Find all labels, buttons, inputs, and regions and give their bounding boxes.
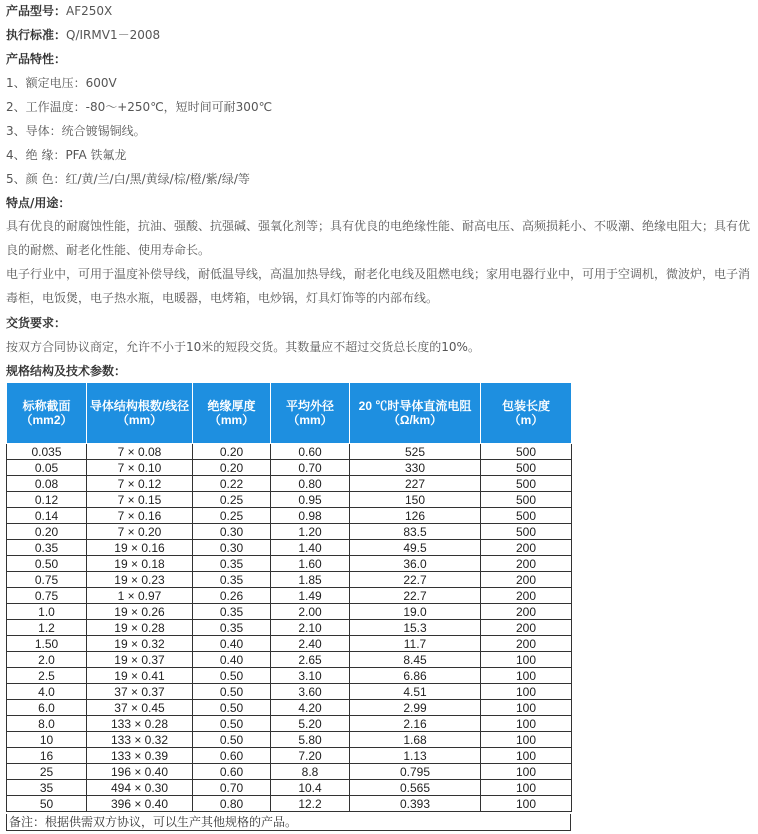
table-cell: 1.50	[7, 636, 87, 652]
table-cell: 0.30	[193, 524, 271, 540]
table-cell: 2.99	[350, 700, 481, 716]
table-cell: 8.0	[7, 716, 87, 732]
table-cell: 525	[350, 444, 481, 460]
table-cell: 22.7	[350, 572, 481, 588]
table-cell: 19 × 0.23	[87, 572, 193, 588]
table-cell: 133 × 0.39	[87, 748, 193, 764]
table-note: 备注：根据供需双方协议，可以生产其他规格的产品。	[6, 814, 571, 831]
table-cell: 0.20	[193, 460, 271, 476]
table-row	[7, 668, 572, 684]
table-cell: 200	[481, 620, 572, 636]
table-cell: 1.85	[271, 572, 350, 588]
table-cell: 200	[481, 572, 572, 588]
table-cell: 0.14	[7, 508, 87, 524]
table-cell: 1.20	[271, 524, 350, 540]
spec-table-body	[7, 444, 572, 812]
table-cell: 500	[481, 460, 572, 476]
table-cell: 0.50	[193, 668, 271, 684]
table-cell: 0.40	[193, 636, 271, 652]
table-cell: 0.25	[193, 508, 271, 524]
table-cell: 100	[481, 652, 572, 668]
table-row	[7, 572, 572, 588]
table-row	[7, 588, 572, 604]
table-cell: 0.50	[193, 684, 271, 700]
table-cell: 7 × 0.10	[87, 460, 193, 476]
table-cell: 1.13	[350, 748, 481, 764]
table-cell: 0.12	[7, 492, 87, 508]
table-cell: 1.2	[7, 620, 87, 636]
table-cell: 200	[481, 540, 572, 556]
table-cell: 19 × 0.26	[87, 604, 193, 620]
table-cell: 494 × 0.30	[87, 780, 193, 796]
table-row	[7, 604, 572, 620]
table-cell: 0.35	[193, 620, 271, 636]
table-cell: 4.0	[7, 684, 87, 700]
table-cell: 0.60	[271, 444, 350, 460]
standard-line	[6, 28, 160, 42]
table-cell: 0.26	[193, 588, 271, 604]
table-cell: 0.50	[193, 716, 271, 732]
table-cell: 49.5	[350, 540, 481, 556]
table-cell: 2.16	[350, 716, 481, 732]
table-cell: 0.60	[193, 764, 271, 780]
table-row	[7, 524, 572, 540]
table-cell: 100	[481, 780, 572, 796]
table-cell: 150	[350, 492, 481, 508]
usage-paragraph-2: 电子行业中，可用于温度补偿导线，耐低温导线，高温加热导线，耐老化电线及阻燃电线；家用电器行业中，可用于空调机，微波炉，电子消毒柜，电饭煲，电子热水瓶，电暖器，电烤箱，电炒锅，灯具灯饰等的内部布线。	[6, 267, 751, 305]
table-cell: 133 × 0.28	[87, 716, 193, 732]
table-row	[7, 636, 572, 652]
spec-table	[6, 382, 572, 812]
table-row	[7, 620, 572, 636]
table-cell: 500	[481, 524, 572, 540]
model-value: AF250X	[66, 4, 113, 18]
table-cell: 1.40	[271, 540, 350, 556]
table-row	[7, 460, 572, 476]
table-cell: 2.00	[271, 604, 350, 620]
features-title: 产品特性：	[6, 52, 67, 66]
feature-colors: 5、颜 色：红/黄/兰/白/黑/黄绿/棕/橙/紫/绿/等	[6, 172, 250, 186]
table-cell: 2.0	[7, 652, 87, 668]
table-cell: 4.51	[350, 684, 481, 700]
table-cell: 35	[7, 780, 87, 796]
table-cell: 0.35	[7, 540, 87, 556]
delivery-title: 交货要求：	[6, 316, 67, 330]
table-cell: 0.98	[271, 508, 350, 524]
table-cell: 8.8	[271, 764, 350, 780]
table-row	[7, 652, 572, 668]
table-cell: 196 × 0.40	[87, 764, 193, 780]
table-cell: 330	[350, 460, 481, 476]
table-cell: 0.05	[7, 460, 87, 476]
table-cell: 0.50	[7, 556, 87, 572]
table-cell: 19.0	[350, 604, 481, 620]
table-cell: 1.0	[7, 604, 87, 620]
table-cell: 1.49	[271, 588, 350, 604]
table-row	[7, 540, 572, 556]
table-cell: 0.035	[7, 444, 87, 460]
feature-voltage: 1、额定电压：600V	[6, 76, 117, 90]
table-cell: 133 × 0.32	[87, 732, 193, 748]
delivery-text: 按双方合同协议商定，允许不小于10米的短段交货。其数量应不超过交货总长度的10%。	[6, 340, 480, 354]
table-cell: 2.5	[7, 668, 87, 684]
table-row	[7, 764, 572, 780]
table-cell: 0.70	[193, 780, 271, 796]
table-cell: 12.2	[271, 796, 350, 812]
table-cell: 0.40	[193, 652, 271, 668]
table-cell: 10.4	[271, 780, 350, 796]
table-cell: 19 × 0.37	[87, 652, 193, 668]
table-cell: 19 × 0.18	[87, 556, 193, 572]
table-cell: 200	[481, 556, 572, 572]
table-cell: 0.80	[271, 476, 350, 492]
table-cell: 19 × 0.41	[87, 668, 193, 684]
table-row	[7, 716, 572, 732]
table-cell: 100	[481, 700, 572, 716]
table-cell: 0.75	[7, 572, 87, 588]
table-cell: 50	[7, 796, 87, 812]
table-cell: 6.86	[350, 668, 481, 684]
table-cell: 0.80	[193, 796, 271, 812]
table-cell: 7 × 0.12	[87, 476, 193, 492]
feature-insulation: 4、绝 缘：PFA 铁氟龙	[6, 148, 127, 162]
col-header-outer-diameter: 平均外径 （mm）	[271, 383, 350, 444]
table-cell: 100	[481, 748, 572, 764]
table-cell: 11.7	[350, 636, 481, 652]
table-cell: 5.80	[271, 732, 350, 748]
col-header-package-length: 包装长度 （m）	[481, 383, 572, 444]
table-cell: 500	[481, 444, 572, 460]
table-cell: 0.35	[193, 556, 271, 572]
table-row	[7, 508, 572, 524]
spec-title: 规格结构及技术参数：	[6, 364, 127, 378]
table-cell: 8.45	[350, 652, 481, 668]
table-cell: 4.20	[271, 700, 350, 716]
model-line	[6, 4, 112, 18]
col-header-dc-resistance: 20 ℃时导体直流电阻 （Ω/km）	[350, 383, 481, 444]
table-cell: 396 × 0.40	[87, 796, 193, 812]
table-row	[7, 780, 572, 796]
table-cell: 0.20	[7, 524, 87, 540]
table-cell: 0.50	[193, 700, 271, 716]
table-cell: 200	[481, 588, 572, 604]
table-cell: 7 × 0.20	[87, 524, 193, 540]
spec-table-header-row	[7, 383, 572, 444]
table-cell: 0.70	[271, 460, 350, 476]
table-cell: 100	[481, 716, 572, 732]
table-cell: 200	[481, 636, 572, 652]
table-cell: 200	[481, 604, 572, 620]
table-cell: 0.795	[350, 764, 481, 780]
table-cell: 0.30	[193, 540, 271, 556]
table-cell: 3.60	[271, 684, 350, 700]
model-label: 产品型号：	[6, 4, 67, 18]
table-cell: 37 × 0.45	[87, 700, 193, 716]
table-cell: 0.50	[193, 732, 271, 748]
table-cell: 0.08	[7, 476, 87, 492]
table-row	[7, 684, 572, 700]
table-cell: 2.10	[271, 620, 350, 636]
table-cell: 0.60	[193, 748, 271, 764]
table-cell: 19 × 0.16	[87, 540, 193, 556]
table-row	[7, 556, 572, 572]
table-cell: 25	[7, 764, 87, 780]
table-row	[7, 492, 572, 508]
table-cell: 500	[481, 492, 572, 508]
table-cell: 83.5	[350, 524, 481, 540]
table-row	[7, 732, 572, 748]
table-row	[7, 476, 572, 492]
table-cell: 0.35	[193, 604, 271, 620]
table-cell: 16	[7, 748, 87, 764]
table-cell: 7 × 0.08	[87, 444, 193, 460]
col-header-conductor-structure: 导体结构根数/线径 （mm）	[87, 383, 193, 444]
standard-label: 执行标准：	[6, 28, 67, 42]
table-cell: 500	[481, 476, 572, 492]
table-cell: 1.68	[350, 732, 481, 748]
table-cell: 2.40	[271, 636, 350, 652]
table-cell: 100	[481, 796, 572, 812]
table-row	[7, 444, 572, 460]
table-cell: 36.0	[350, 556, 481, 572]
table-cell: 0.22	[193, 476, 271, 492]
table-cell: 5.20	[271, 716, 350, 732]
table-cell: 126	[350, 508, 481, 524]
table-cell: 0.20	[193, 444, 271, 460]
table-cell: 0.35	[193, 572, 271, 588]
col-header-cross-section: 标称截面 （mm2）	[7, 383, 87, 444]
col-header-insulation-thickness: 绝缘厚度 （mm）	[193, 383, 271, 444]
table-cell: 227	[350, 476, 481, 492]
table-cell: 22.7	[350, 588, 481, 604]
table-cell: 0.95	[271, 492, 350, 508]
table-cell: 15.3	[350, 620, 481, 636]
table-cell: 0.565	[350, 780, 481, 796]
table-cell: 7 × 0.16	[87, 508, 193, 524]
standard-value: Q/IRMV1－2008	[66, 28, 161, 42]
table-cell: 19 × 0.28	[87, 620, 193, 636]
table-cell: 7.20	[271, 748, 350, 764]
table-cell: 10	[7, 732, 87, 748]
table-cell: 2.65	[271, 652, 350, 668]
feature-temperature: 2、工作温度：-80～+250℃，短时间可耐300℃	[6, 100, 273, 114]
feature-conductor: 3、导体：统合镀锡铜线。	[6, 124, 146, 138]
table-cell: 500	[481, 508, 572, 524]
table-cell: 37 × 0.37	[87, 684, 193, 700]
table-cell: 0.25	[193, 492, 271, 508]
table-row	[7, 796, 572, 812]
table-cell: 100	[481, 684, 572, 700]
table-row	[7, 700, 572, 716]
table-cell: 100	[481, 764, 572, 780]
table-cell: 0.393	[350, 796, 481, 812]
table-cell: 1.60	[271, 556, 350, 572]
table-cell: 0.75	[7, 588, 87, 604]
table-cell: 1 × 0.97	[87, 588, 193, 604]
table-cell: 6.0	[7, 700, 87, 716]
table-cell: 100	[481, 732, 572, 748]
table-row	[7, 748, 572, 764]
usage-title: 特点/用途：	[6, 196, 71, 210]
table-cell: 7 × 0.15	[87, 492, 193, 508]
table-cell: 3.10	[271, 668, 350, 684]
table-cell: 19 × 0.32	[87, 636, 193, 652]
table-cell: 100	[481, 668, 572, 684]
usage-paragraph-1: 具有优良的耐腐蚀性能，抗油、强酸、抗强碱、强氧化剂等；具有优良的电绝缘性能、耐高电压、高频损耗小、不吸潮、绝缘电阻大；具有优良的耐燃、耐老化性能、使用寿命长。	[6, 219, 751, 257]
